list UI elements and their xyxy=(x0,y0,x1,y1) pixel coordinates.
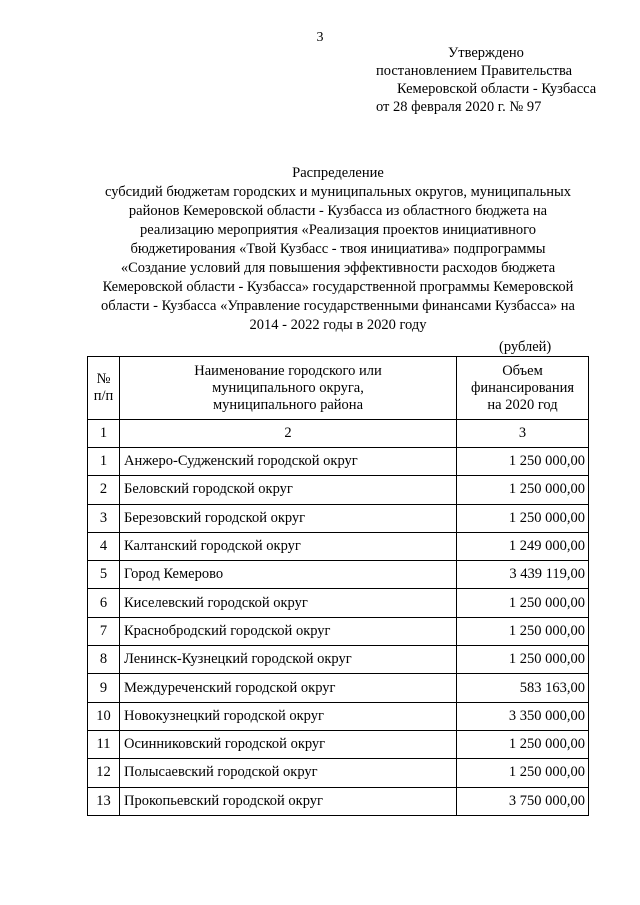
row-name: Новокузнецкий городской округ xyxy=(120,702,457,730)
row-name: Полысаевский городской округ xyxy=(120,759,457,787)
row-amount: 1 250 000,00 xyxy=(457,476,589,504)
table-row xyxy=(88,504,589,532)
row-amount: 1 250 000,00 xyxy=(457,504,589,532)
title-line: бюджетирования «Твой Кузбасс - твоя инициатива» подпрограммы xyxy=(130,241,546,257)
title-line: субсидий бюджетам городских и муниципальных округов, муниципальных xyxy=(105,184,571,200)
title-line: Кемеровской области - Кузбасса» государственной программы Кемеровской xyxy=(102,279,574,295)
row-name: Киселевский городской округ xyxy=(120,589,457,617)
row-number: 9 xyxy=(88,674,120,702)
table-row xyxy=(88,730,589,758)
row-number: 1 xyxy=(88,448,120,476)
title-line: Распределение xyxy=(292,165,384,181)
row-number: 4 xyxy=(88,532,120,560)
approval-line: Утверждено xyxy=(448,45,524,61)
column-index-row xyxy=(88,420,589,448)
title-line: районов Кемеровской области - Кузбасса из областного бюджета на xyxy=(128,203,548,219)
row-name: Калтанский городской округ xyxy=(120,532,457,560)
row-number: 5 xyxy=(88,561,120,589)
row-amount: 583 163,00 xyxy=(457,674,589,702)
row-name: Город Кемерово xyxy=(120,561,457,589)
row-number: 8 xyxy=(88,646,120,674)
approval-line: от 28 февраля 2020 г. № 97 xyxy=(376,99,542,115)
title-line: реализацию мероприятия «Реализация проектов инициативного xyxy=(139,222,537,238)
table-row xyxy=(88,617,589,645)
units-label: (рублей) xyxy=(499,339,552,355)
header-number: № п/п xyxy=(88,357,120,420)
table-row xyxy=(88,759,589,787)
title-line: «Создание условий для повышения эффективности расходов бюджета xyxy=(120,260,556,276)
approval-line: постановлением Правительства xyxy=(376,63,573,79)
row-number: 7 xyxy=(88,617,120,645)
row-amount: 1 250 000,00 xyxy=(457,617,589,645)
table-row xyxy=(88,646,589,674)
table-row xyxy=(88,702,589,730)
row-amount: 1 250 000,00 xyxy=(457,589,589,617)
distribution-table xyxy=(87,356,589,816)
row-name: Краснобродский городской округ xyxy=(120,617,457,645)
row-name: Ленинск-Кузнецкий городской округ xyxy=(120,646,457,674)
table-row xyxy=(88,589,589,617)
header-amount: Объем финансирования на 2020 год xyxy=(457,357,589,420)
document-title xyxy=(80,164,596,335)
title-line: области - Кузбасса «Управление государственными финансами Кузбасса» на xyxy=(101,298,575,314)
row-number: 12 xyxy=(88,759,120,787)
table-header-row xyxy=(88,357,589,420)
header-name: Наименование городского или муниципального округа, муниципального района xyxy=(120,357,457,420)
table-row xyxy=(88,787,589,815)
row-number: 6 xyxy=(88,589,120,617)
table-row xyxy=(88,448,589,476)
row-name: Беловский городской округ xyxy=(120,476,457,504)
column-index: 3 xyxy=(457,420,589,448)
column-index: 1 xyxy=(88,420,120,448)
table-row xyxy=(88,532,589,560)
row-amount: 1 250 000,00 xyxy=(457,448,589,476)
column-index: 2 xyxy=(120,420,457,448)
title-line: 2014 - 2022 годы в 2020 году xyxy=(249,317,427,333)
row-amount: 3 439 119,00 xyxy=(457,561,589,589)
row-amount: 3 350 000,00 xyxy=(457,702,589,730)
approval-line: Кемеровской области - Кузбасса xyxy=(397,81,597,97)
row-number: 3 xyxy=(88,504,120,532)
row-number: 10 xyxy=(88,702,120,730)
row-name: Междуреченский городской округ xyxy=(120,674,457,702)
row-name: Березовский городской округ xyxy=(120,504,457,532)
row-number: 11 xyxy=(88,730,120,758)
row-amount: 1 250 000,00 xyxy=(457,646,589,674)
row-amount: 1 250 000,00 xyxy=(457,730,589,758)
row-number: 13 xyxy=(88,787,120,815)
row-amount: 1 250 000,00 xyxy=(457,759,589,787)
row-name: Осинниковский городской округ xyxy=(120,730,457,758)
row-number: 2 xyxy=(88,476,120,504)
row-amount: 1 249 000,00 xyxy=(457,532,589,560)
table-row xyxy=(88,561,589,589)
row-amount: 3 750 000,00 xyxy=(457,787,589,815)
table-row xyxy=(88,476,589,504)
page-number: 3 xyxy=(316,30,324,45)
row-name: Прокопьевский городской округ xyxy=(120,787,457,815)
approval-block xyxy=(372,44,612,116)
row-name: Анжеро-Судженский городской округ xyxy=(120,448,457,476)
table-row xyxy=(88,674,589,702)
